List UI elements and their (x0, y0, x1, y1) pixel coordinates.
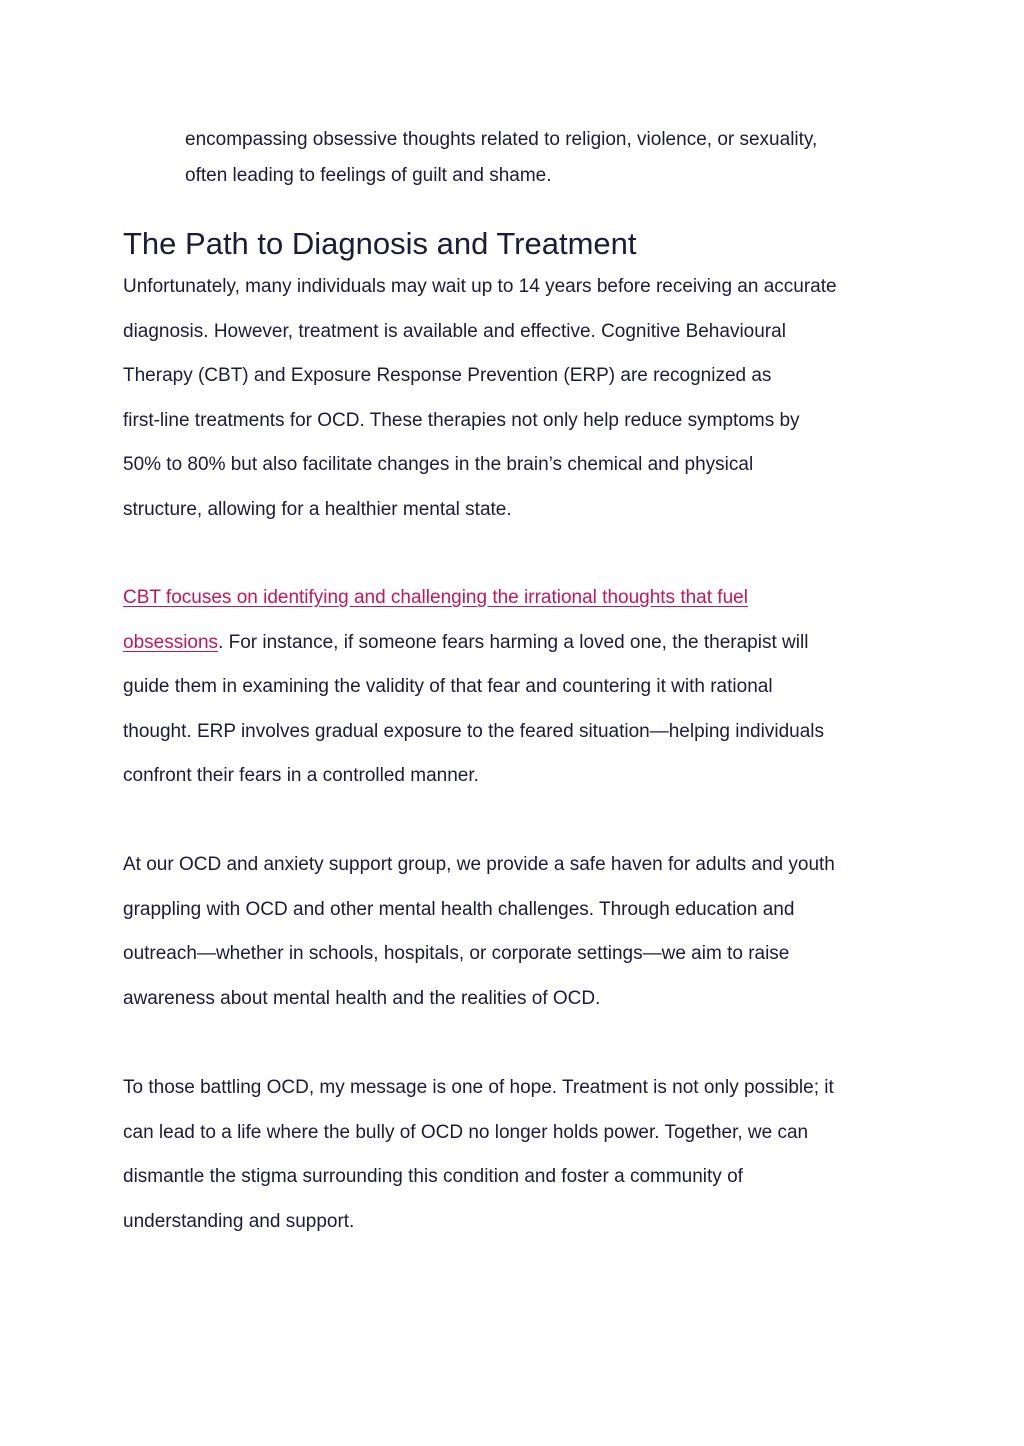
paragraph-support-group (123, 843, 913, 1021)
text-line: encompassing obsessive thoughts related to religion, violence, or sexuality, (185, 129, 818, 150)
text-line: structure, allowing for a healthier mental state. (123, 498, 512, 520)
text-line (123, 576, 913, 621)
text-line: outreach—whether in schools, hospitals, or corporate settings—we aim to raise (123, 943, 790, 964)
list-item-continuation (185, 122, 905, 194)
text-line: Unfortunately, many individuals may wait up to 14 years before receiving an accurate (123, 276, 837, 297)
text-fragment: . For instance, if someone fears harming a loved one, the therapist will (218, 631, 809, 653)
text-line: understanding and support. (123, 1210, 355, 1232)
section-heading: The Path to Diagnosis and Treatment (123, 226, 637, 261)
text-line: guide them in examining the validity of that fear and countering it with rational (123, 676, 773, 697)
text-line: To those battling OCD, my message is one of hope. Treatment is not only possible; it (123, 1077, 834, 1098)
text-line: first-line treatments for OCD. These therapies not only help reduce symptoms by (123, 409, 800, 431)
cbt-link[interactable]: CBT focuses on identifying and challenging the irrational thoughts that fuel (123, 587, 748, 608)
text-line: thought. ERP involves gradual exposure to the feared situation—helping individuals (123, 720, 824, 742)
text-line (123, 621, 913, 666)
text-line: At our OCD and anxiety support group, we provide a safe haven for adults and youth (123, 854, 835, 875)
cbt-link-continued[interactable]: obsessions (123, 631, 219, 653)
paragraph-cbt (123, 576, 913, 799)
text-line: 50% to 80% but also facilitate changes in the brain’s chemical and physical (123, 454, 754, 475)
paragraph-diagnosis (123, 265, 913, 532)
text-line: diagnosis. However, treatment is available and effective. Cognitive Behavioural (123, 320, 786, 342)
text-line: can lead to a life where the bully of OCD no longer holds power. Together, we can (123, 1121, 809, 1143)
text-line: dismantle the stigma surrounding this condition and foster a community of (123, 1166, 743, 1187)
text-line: awareness about mental health and the realities of OCD. (123, 987, 601, 1009)
text-line: Therapy (CBT) and Exposure Response Prevention (ERP) are recognized as (123, 365, 772, 386)
text-line: grappling with OCD and other mental health challenges. Through education and (123, 898, 795, 920)
text-line: often leading to feelings of guilt and shame. (185, 165, 552, 186)
paragraph-hope-message (123, 1066, 913, 1244)
text-line: confront their fears in a controlled manner. (123, 765, 479, 786)
